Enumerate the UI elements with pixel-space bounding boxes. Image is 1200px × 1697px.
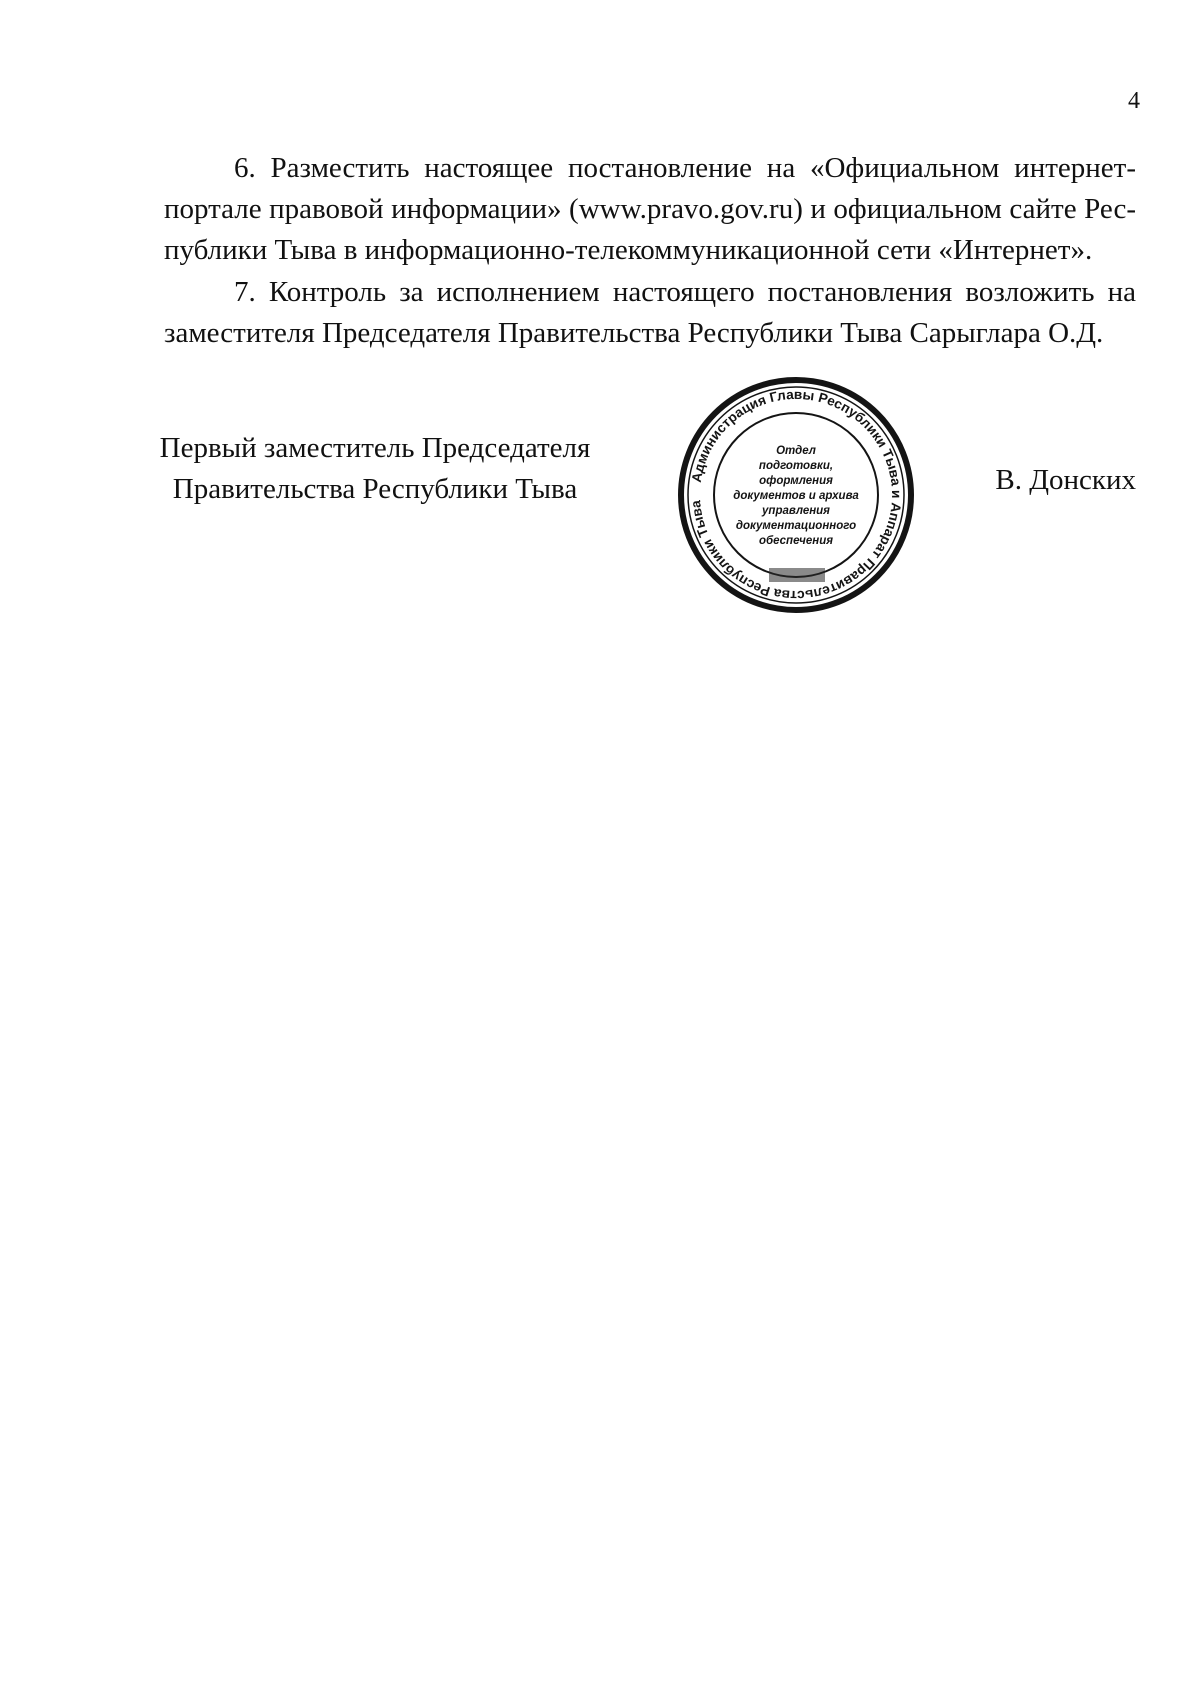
document-body: [164, 148, 1136, 354]
seal-smudge: [769, 568, 825, 582]
signatory-position-line-1: Первый заместитель Председателя: [159, 432, 591, 464]
seal-center-line: документов и архива: [733, 490, 859, 502]
signatory-name: В. Донских: [995, 464, 1136, 496]
seal-ring-text: Администрация Главы Республики Тыва и Аппарат Правительства Республики Тыва: [688, 386, 905, 604]
signatory-position-line-2: Правительства Республики Тыва: [172, 473, 578, 506]
seal-center-line: подготовки,: [758, 460, 834, 472]
page-number: 4: [1128, 88, 1140, 114]
seal-center-text: [733, 445, 859, 547]
seal-center-line: документационного: [735, 520, 857, 532]
paragraph-7: 7. Контроль за исполнением настоящего постановления возложить на заместителя Председателя Правительства Республики Тыва Сарыглара О.Д.: [164, 275, 1136, 349]
seal-center-line: управления: [762, 505, 830, 517]
paragraph-6: 6. Разместить настоящее постановление на «Официальном интернет-портале правовой информации» (www.pravo.gov.ru) и официальном сайте Республики Тыва в информационно-телекоммуникационной сети «Интернет».: [164, 152, 1136, 267]
official-seal: [673, 372, 919, 618]
official-seal-graphic: [673, 372, 919, 618]
seal-center-line: оформления: [759, 475, 833, 487]
seal-center-line: Отдел: [776, 445, 816, 457]
signatory-position: [150, 428, 600, 510]
seal-center-line: обеспечения: [758, 535, 834, 547]
